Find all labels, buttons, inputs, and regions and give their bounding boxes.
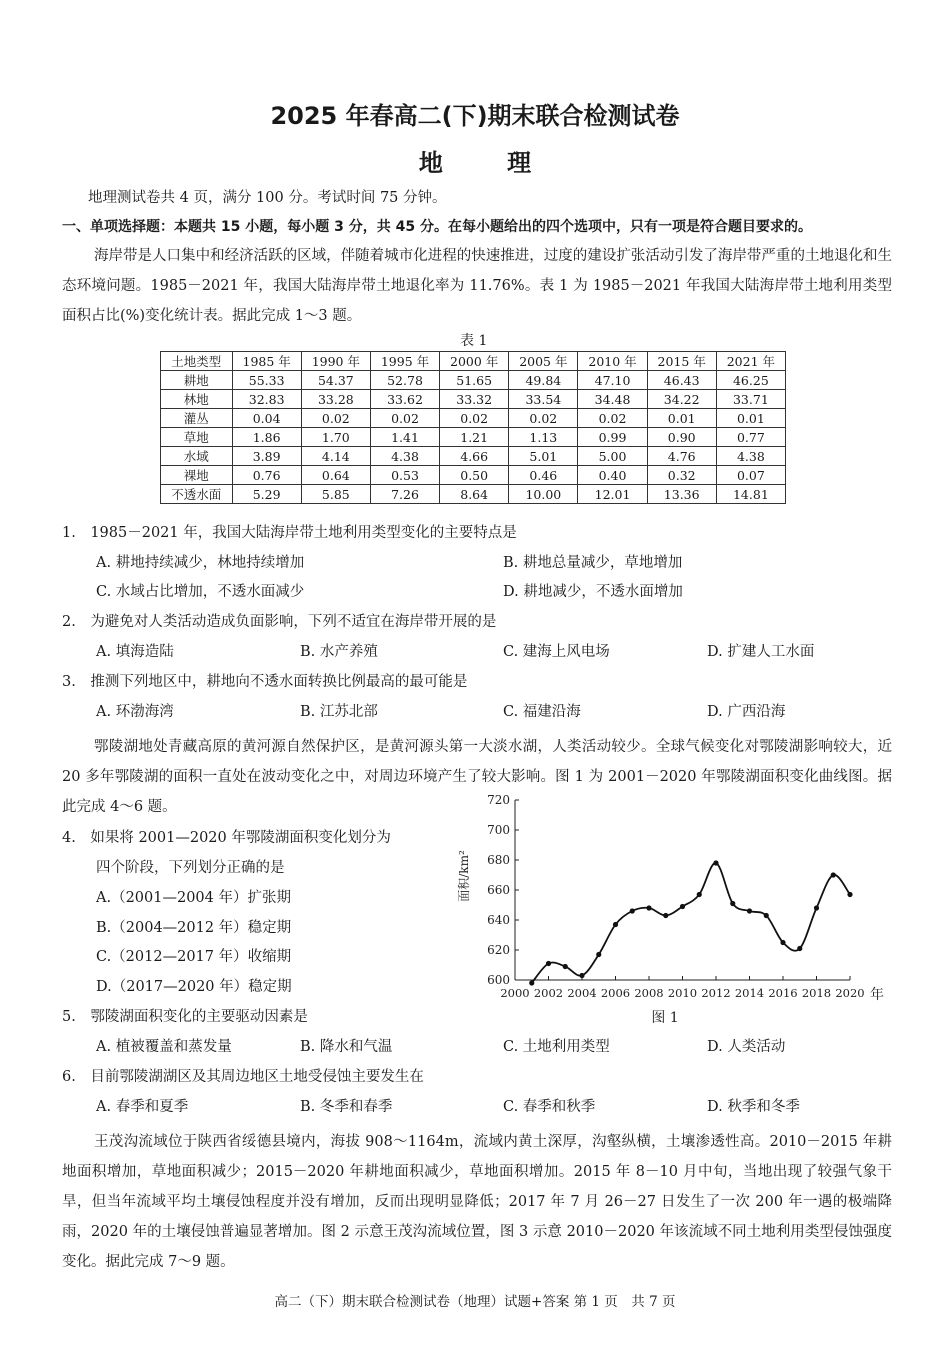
chart-axes xyxy=(515,800,850,980)
table-cell: 灌丛 xyxy=(161,409,233,428)
y-tick-label: 600 xyxy=(487,973,510,987)
table-cell: 5.01 xyxy=(509,447,578,466)
table-cell: 46.43 xyxy=(647,371,716,390)
table-cell: 33.32 xyxy=(440,390,509,409)
table-cell: 0.40 xyxy=(578,466,647,485)
table-cell: 12.01 xyxy=(578,485,647,504)
question-6-option-c: C. 春季和秋季 xyxy=(503,1099,596,1115)
question-3-option-d: D. 广西沿海 xyxy=(707,704,786,720)
data-point xyxy=(713,860,718,865)
question-2-option-b: B. 水产养殖 xyxy=(300,644,378,660)
table-cell: 裸地 xyxy=(161,466,233,485)
question-4-option-d: D.（2017—2020 年）稳定期 xyxy=(96,979,292,995)
table-cell: 4.38 xyxy=(370,447,439,466)
question-5-option-d: D. 人类活动 xyxy=(707,1039,786,1055)
table-cell: 55.33 xyxy=(232,371,301,390)
y-tick-label: 660 xyxy=(487,883,510,897)
data-point xyxy=(546,961,551,966)
x-tick-label: 2004 xyxy=(567,986,597,1000)
table-cell: 1.41 xyxy=(370,428,439,447)
table-cell: 不透水面 xyxy=(161,485,233,504)
y-axis-label: 面积/km² xyxy=(457,850,471,902)
data-point xyxy=(780,940,785,945)
x-tick-label: 2016 xyxy=(768,986,798,1000)
table-cell: 4.76 xyxy=(647,447,716,466)
table-header-cell: 2000 年 xyxy=(440,352,509,371)
table-header-row xyxy=(161,352,786,371)
x-tick-label: 2006 xyxy=(600,986,631,1000)
data-point xyxy=(747,908,752,913)
table-cell: 33.54 xyxy=(509,390,578,409)
data-point xyxy=(563,964,568,969)
question-4-stem: 4. 如果将 2001—2020 年鄂陵湖面积变化划分为 xyxy=(62,830,391,846)
x-tick-label: 2012 xyxy=(701,986,731,1000)
page-footer: 高二（下）期末联合检测试卷（地理）试题+答案 第 1 页 共 7 页 xyxy=(274,1294,676,1310)
table-cell: 0.02 xyxy=(578,409,647,428)
table-cell: 0.32 xyxy=(647,466,716,485)
table-header-cell: 2005 年 xyxy=(509,352,578,371)
x-tick-label: 2014 xyxy=(734,986,765,1000)
table-cell: 0.77 xyxy=(716,428,785,447)
data-point xyxy=(529,980,534,985)
table-cell: 0.50 xyxy=(440,466,509,485)
table-cell: 草地 xyxy=(161,428,233,447)
passage-coastal: 海岸带是人口集中和经济活跃的区域，伴随着城市化进程的快速推进，过度的建设扩张活动引发了海岸带严重的土地退化和生态环境问题。1985－2021 年，我国大陆海岸带土地退化率为 11.76%。表 1 为 1985－2021 年我国大陆海岸带土地利用类型面积占比(%)变化统计表。据此完成 1～3 题。 xyxy=(62,248,892,324)
table-row xyxy=(161,371,786,390)
question-1-stem: 1. 1985－2021 年，我国大陆海岸带土地利用类型变化的主要特点是 xyxy=(62,525,517,541)
table-row xyxy=(161,390,786,409)
x-tick-label: 2020 xyxy=(835,986,865,1000)
table-cell: 1.13 xyxy=(509,428,578,447)
y-tick-label: 720 xyxy=(487,793,510,807)
y-tick-label: 620 xyxy=(487,943,510,957)
table-cell: 1.21 xyxy=(440,428,509,447)
y-tick-label: 700 xyxy=(487,823,510,837)
data-point xyxy=(680,904,685,909)
table-cell: 10.00 xyxy=(509,485,578,504)
table-cell: 5.29 xyxy=(232,485,301,504)
question-6-option-a: A. 春季和夏季 xyxy=(96,1099,189,1115)
land-use-table xyxy=(160,351,786,504)
question-1-option-d: D. 耕地减少，不透水面增加 xyxy=(503,584,683,600)
question-3-stem: 3. 推测下列地区中，耕地向不透水面转换比例最高的最可能是 xyxy=(62,674,468,690)
table-cell: 0.01 xyxy=(647,409,716,428)
table-cell: 0.53 xyxy=(370,466,439,485)
table-cell: 33.71 xyxy=(716,390,785,409)
table-cell: 1.86 xyxy=(232,428,301,447)
table-cell: 7.26 xyxy=(370,485,439,504)
question-4-option-c: C.（2012—2017 年）收缩期 xyxy=(96,949,292,965)
data-point xyxy=(646,905,651,910)
table-cell: 0.01 xyxy=(716,409,785,428)
table-row xyxy=(161,466,786,485)
data-point xyxy=(663,913,668,918)
table-cell: 46.25 xyxy=(716,371,785,390)
lake-area-chart xyxy=(450,786,900,1026)
table-cell: 0.76 xyxy=(232,466,301,485)
table-cell: 4.38 xyxy=(716,447,785,466)
question-3-option-c: C. 福建沿海 xyxy=(503,704,581,720)
x-tick-label: 2008 xyxy=(634,986,664,1000)
table-header-cell: 2015 年 xyxy=(647,352,716,371)
data-point xyxy=(613,922,618,927)
question-6-option-d: D. 秋季和冬季 xyxy=(707,1099,800,1115)
table-cell: 0.64 xyxy=(301,466,370,485)
x-tick-label: 2010 xyxy=(667,986,698,1000)
table-cell: 0.02 xyxy=(509,409,578,428)
table-cell: 34.22 xyxy=(647,390,716,409)
table-cell: 14.81 xyxy=(716,485,785,504)
question-5-stem: 5. 鄂陵湖面积变化的主要驱动因素是 xyxy=(62,1009,308,1025)
area-series-line xyxy=(532,863,850,983)
question-4-option-a: A.（2001—2004 年）扩张期 xyxy=(96,890,291,906)
table-cell: 51.65 xyxy=(440,371,509,390)
x-tick-label: 2018 xyxy=(801,986,832,1000)
question-3-option-a: A. 环渤海湾 xyxy=(96,704,174,720)
data-point xyxy=(697,892,702,897)
question-2-option-c: C. 建海上风电场 xyxy=(503,644,610,660)
page-title: 2025 年春高二(下)期末联合检测试卷 xyxy=(270,102,680,130)
table-row xyxy=(161,409,786,428)
data-point xyxy=(764,913,769,918)
table-cell: 0.07 xyxy=(716,466,785,485)
table-cell: 47.10 xyxy=(578,371,647,390)
table-header-cell: 2010 年 xyxy=(578,352,647,371)
figure-caption: 图 1 xyxy=(651,1010,679,1026)
question-5-option-b: B. 降水和气温 xyxy=(300,1039,393,1055)
table-cell: 0.90 xyxy=(647,428,716,447)
question-4-option-b: B.（2004—2012 年）稳定期 xyxy=(96,920,292,936)
table-cell: 0.02 xyxy=(440,409,509,428)
question-2-option-a: A. 填海造陆 xyxy=(96,644,174,660)
table-cell: 33.62 xyxy=(370,390,439,409)
table-cell: 水域 xyxy=(161,447,233,466)
x-axis-unit: 年 xyxy=(870,987,884,1003)
table-cell: 林地 xyxy=(161,390,233,409)
table-cell: 52.78 xyxy=(370,371,439,390)
table-cell: 5.85 xyxy=(301,485,370,504)
data-point xyxy=(797,946,802,951)
table-caption: 表 1 xyxy=(460,333,488,349)
table-cell: 0.02 xyxy=(370,409,439,428)
data-point xyxy=(847,892,852,897)
subject-title: 地 理 xyxy=(418,149,560,177)
table-cell: 49.84 xyxy=(509,371,578,390)
table-cell: 4.66 xyxy=(440,447,509,466)
question-1-option-c: C. 水域占比增加，不透水面减少 xyxy=(96,584,305,600)
question-1-option-a: A. 耕地持续减少，林地持续增加 xyxy=(96,555,305,571)
table-row xyxy=(161,428,786,447)
table-cell: 33.28 xyxy=(301,390,370,409)
table-cell: 13.36 xyxy=(647,485,716,504)
question-5-option-c: C. 土地利用类型 xyxy=(503,1039,610,1055)
question-3-option-b: B. 江苏北部 xyxy=(300,704,378,720)
question-2-option-d: D. 扩建人工水面 xyxy=(707,644,815,660)
data-point xyxy=(596,952,601,957)
table-cell: 54.37 xyxy=(301,371,370,390)
data-point xyxy=(814,905,819,910)
table-header-cell: 1990 年 xyxy=(301,352,370,371)
table-header-cell: 土地类型 xyxy=(161,352,233,371)
question-4-stem-cont: 四个阶段，下列划分正确的是 xyxy=(96,860,285,876)
passage-watershed: 王茂沟流域位于陕西省绥德县境内，海拔 908～1164m，流域内黄土深厚，沟壑纵横，土壤渗透性高。2010－2015 年耕地面积增加，草地面积减少；2015－2020 年耕地面积减少，草地面积增加。2015 年 8－10 月中旬，当地出现了较强气象干旱，但当年流域平均土壤侵蚀程度并没有增加，反而出现明显降低；2017 年 7 月 26－27 日发生了一次 200 年一遇的极端降雨，2020 年的土壤侵蚀普遍显著增加。图 2 示意王茂沟流域位置，图 3 示意 2010－2020 年该流域不同土地利用类型侵蚀强度变化。据此完成 7～9 题。 xyxy=(62,1134,892,1270)
question-5-option-a: A. 植被覆盖和蒸发量 xyxy=(96,1039,232,1055)
area-series-points xyxy=(529,860,852,985)
table-header-cell: 1985 年 xyxy=(232,352,301,371)
section-heading: 一、单项选择题：本题共 15 小题，每小题 3 分，共 45 分。在每小题给出的四个选项中，只有一项是符合题目要求的。 xyxy=(62,219,812,235)
y-tick-label: 640 xyxy=(487,913,510,927)
x-tick-label: 2002 xyxy=(533,986,564,1000)
data-point xyxy=(579,973,584,978)
question-2-stem: 2. 为避免对人类活动造成负面影响，下列不适宜在海岸带开展的是 xyxy=(62,614,497,630)
table-cell: 34.48 xyxy=(578,390,647,409)
x-tick-label: 2000 xyxy=(500,986,530,1000)
table-cell: 1.70 xyxy=(301,428,370,447)
table-cell: 耕地 xyxy=(161,371,233,390)
y-tick-label: 680 xyxy=(487,853,510,867)
table-cell: 32.83 xyxy=(232,390,301,409)
data-point xyxy=(730,901,735,906)
question-6-stem: 6. 目前鄂陵湖湖区及其周边地区土地受侵蚀主要发生在 xyxy=(62,1069,424,1085)
passage-lake: 鄂陵湖地处青藏高原的黄河源自然保护区，是黄河源头第一大淡水湖，人类活动较少。全球气候变化对鄂陵湖影响较大，近 20 多年鄂陵湖的面积一直处在波动变化之中，对周边环境产生了较大影响。图 1 为 2001－2020 年鄂陵湖面积变化曲线图。据此完成 4～6 题。 xyxy=(62,739,892,815)
chart-ticks xyxy=(487,793,865,1000)
data-point xyxy=(831,872,836,877)
table-cell: 4.14 xyxy=(301,447,370,466)
table-cell: 0.46 xyxy=(509,466,578,485)
table-header-cell: 2021 年 xyxy=(716,352,785,371)
table-cell: 0.04 xyxy=(232,409,301,428)
table-row xyxy=(161,447,786,466)
question-1-option-b: B. 耕地总量减少，草地增加 xyxy=(503,555,683,571)
table-cell: 0.99 xyxy=(578,428,647,447)
table-cell: 5.00 xyxy=(578,447,647,466)
exam-intro: 地理测试卷共 4 页，满分 100 分。考试时间 75 分钟。 xyxy=(88,190,447,206)
table-row xyxy=(161,485,786,504)
table-header-cell: 1995 年 xyxy=(370,352,439,371)
table-cell: 8.64 xyxy=(440,485,509,504)
question-6-option-b: B. 冬季和春季 xyxy=(300,1099,393,1115)
data-point xyxy=(630,908,635,913)
table-cell: 3.89 xyxy=(232,447,301,466)
table-cell: 0.02 xyxy=(301,409,370,428)
